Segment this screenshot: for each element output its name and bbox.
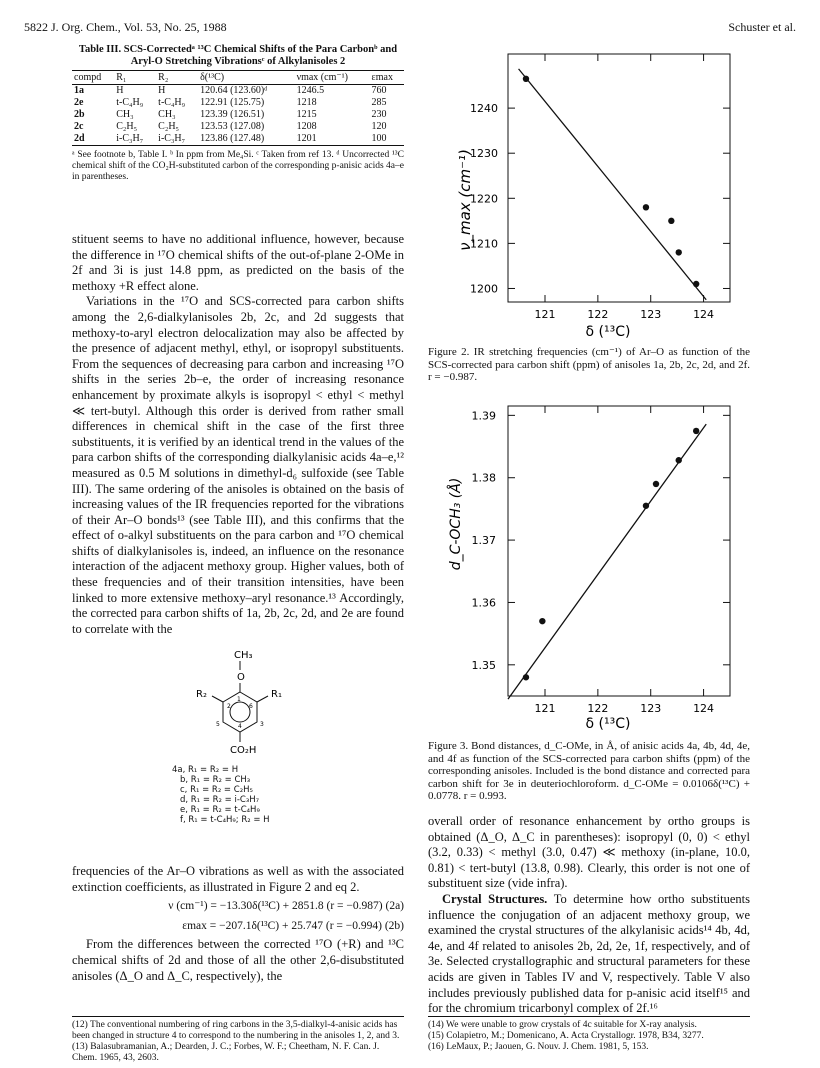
left-body-text [72, 232, 404, 637]
table-cell: 1201 [295, 133, 370, 146]
y-tick-label: 1.35 [471, 658, 496, 672]
paragraph: Variations in the ¹⁷O and SCS-corrected para carbon shifts among the 2,6-dialkylanisoles 2b, 2c, and 2d suggests that methoxy-to-aryl electron delocalization may also be affected by the presence of adjacent methyl, ethyl, or isopropyl substituents. From the sequences of decreasing para carbon and increasing ¹⁷O shifts in the series 2b–e, the order of increasing resonance enhancement by proximate alkyls is isopropyl < ethyl < methyl ≪ tert-butyl. Although this order is derived from rather small differences in chemical shift in the case of the first three substituents, it is verified by an identical trend in the values of the para carbon shifts of the corresponding dialkylanisic acids 4a–e,¹² measured as 0.5 M solutions in dimethyl-d₆ sulfoxide (see Table III). The same ordering of the anisoles is obtained on the basis of increasing values of the IR frequencies reported for the vibrations of their Ar–O bonds¹³ (see Table III), and this confirms that the effect of o-alkyl substituents on the para carbon and ¹⁷O chemical shifts of dialkylanisoles is, indeed, an influence on the resonance interaction of the adjacent methoxy group. Higher values, both of these frequencies and of their transition intensities, have been linked to more extensive methoxy–aryl resonance.¹³ Accordingly, the corrected para carbon shifts of 1a, 2b, 2c, 2d, and 2e are found to correlate with the [72, 294, 404, 636]
y-tick-label: 1220 [470, 192, 498, 206]
ring-number: 5 [216, 721, 220, 728]
paragraph: From the differences between the corrected ¹⁷O (+R) and ¹³C chemical shifts of 2d and those of all the other 2,6-disubstituted anisoles (Δ_O and Δ_C, respectively), the [72, 937, 404, 983]
table-cell: 122.91 (125.75) [200, 97, 265, 108]
figure-2-chart [424, 40, 754, 340]
y-tick-label: 1240 [470, 102, 498, 116]
figure-2-caption: Figure 2. IR stretching frequencies (cm⁻¹) of Ar–O as function of the SCS-corrected para carbon shift (ppm) of anisoles 1a, 2b, 2c, 2d, and 2f. r = −0.987. [428, 346, 750, 383]
table-cell: CH₃ [116, 109, 134, 120]
data-point [523, 76, 529, 82]
data-point [676, 249, 682, 255]
table-cell: 1208 [296, 121, 317, 132]
table-iii [72, 44, 404, 183]
table-row [72, 97, 404, 109]
table-cell: C₂H₅ [116, 121, 138, 132]
table-header: δ(¹³C) [198, 71, 294, 85]
table-cell: 123.86 (127.48) [198, 133, 294, 146]
ring-number: 2 [227, 703, 231, 710]
table-cell: 123.53 (127.08) [200, 121, 265, 132]
y-tick-label: 1210 [470, 237, 498, 251]
bond [257, 696, 268, 702]
table-cell: 2c [74, 121, 84, 132]
table-cell: 1218 [296, 97, 317, 108]
table-row [72, 121, 404, 133]
legend-item: 4a, R₁ = R₂ = H [172, 765, 239, 775]
data-point [643, 204, 649, 210]
structure-legend [172, 765, 310, 825]
fit-line [519, 69, 707, 300]
table-cell: 1a [74, 85, 84, 96]
table-cell: 123.39 (126.51) [200, 109, 265, 120]
x-axis-label: δ (¹³C) [585, 324, 631, 340]
y-tick-label: 1230 [470, 147, 498, 161]
footnote: (13) Balasubramanian, A.; Dearden, J. C.; Forbes, W. F.; Cheetham, N. F. Can. J. Chem. 1965, 43, 2603. [72, 1042, 380, 1063]
table-header-row [72, 71, 404, 85]
structure-4 [170, 648, 310, 825]
data-point [668, 218, 674, 224]
equation-2a: ν (cm⁻¹) = −13.30δ(¹³C) + 2851.8 (r = −0.987) (2a) [168, 900, 404, 913]
running-header: 5822 J. Org. Chem., Vol. 53, No. 25, 1988 [24, 20, 227, 34]
table-cell: 2b [74, 109, 85, 120]
x-tick-label: 121 [534, 308, 556, 321]
table-cell: 2d [72, 133, 114, 146]
y-tick-label: 1200 [470, 282, 498, 296]
footnote: (15) Colapietro, M.; Domenicano, A. Acta Crystallogr. 1978, B34, 3277. [428, 1031, 704, 1041]
right-body-text [428, 814, 750, 1017]
ring-number: 1 [237, 696, 241, 703]
table-footnote: ᵃ See footnote b, Table I. ᵇ In ppm from Me₄Si. ᶜ Taken from ref 13. ᵈ Uncorrected ¹³C chemical shift of the CO₂H-substituted carbon of the corresponding p-anisic acids 4a–e in parentheses. [72, 150, 404, 182]
left-footnotes [72, 1016, 404, 1064]
table-cell: i-C₃H₇ [156, 133, 198, 146]
table-cell: i-C₃H₇ [114, 133, 156, 146]
figure-3-caption: Figure 3. Bond distances, d_C-OMe, in Å, of anisic acids 4a, 4b, 4d, 4e, and 4f as function of the SCS-corrected para carbon shifts (ppm) of the corresponding anisoles. Included is the bond distance and corrected para carbon shift for 3e in deuteriochloroform. d_C-OMe = 0.0106δ(¹³C) + 0.0778. r = 0.993. [428, 740, 750, 802]
x-tick-label: 124 [693, 702, 715, 715]
table-header: εmax [370, 71, 404, 85]
footnote: (12) The conventional numbering of ring carbons in the 3,5-dialkyl-4-anisic acids has been changed in structure 4 to correspond to the numbering in the anisoles 1, 2, and 3. [72, 1020, 400, 1041]
table-grid [72, 70, 404, 146]
table-cell: H [158, 85, 166, 96]
right-footnotes [428, 1016, 750, 1053]
structure-drawing [170, 648, 310, 760]
footnote: (14) We were unable to grow crystals of 4c suitable for X-ray analysis. [428, 1020, 697, 1030]
equation-2b: εmax = −207.1δ(¹³C) + 25.747 (r = −0.994) (2b) [182, 919, 404, 932]
paragraph: overall order of resonance enhancement by ortho groups is obtained (Δ_O, Δ_C in parentheses): isopropyl (0, 0) < ethyl (3.2, 0.33) < methyl (3.0, 0.47) ≪ methoxy (in-plane, 10.0, 0.81) < tert-butyl (13.8, 0.98). Clearly, this order is not one of substituent size (vide infra). [428, 814, 750, 891]
data-point [693, 281, 699, 287]
data-point [676, 457, 682, 463]
data-point [653, 481, 659, 487]
table-cell: 120 [371, 121, 387, 132]
carboxyl-label: CO₂H [230, 745, 257, 756]
table-cell: 100 [370, 133, 404, 146]
table-cell: 2e [74, 97, 84, 108]
r1-label: R₁ [271, 689, 282, 700]
table-cell: 230 [371, 109, 387, 120]
data-point [693, 428, 699, 434]
section-heading: Crystal Structures. [442, 891, 548, 906]
data-point [643, 503, 649, 509]
x-tick-label: 123 [640, 308, 662, 321]
table-row [72, 109, 404, 121]
table-header: R₁ [114, 71, 156, 85]
x-tick-label: 124 [693, 308, 715, 321]
x-tick-label: 121 [534, 702, 556, 715]
methyl-label: CH₃ [234, 650, 253, 661]
y-axis-label: d_C-OCH₃ (Å) [448, 477, 464, 571]
ring-number: 3 [260, 721, 264, 728]
legend-item: b, R₁ = R₂ = CH₃ [180, 775, 251, 785]
ring-number: 6 [249, 703, 253, 710]
x-tick-label: 122 [587, 308, 609, 321]
x-tick-label: 123 [640, 702, 662, 715]
table-cell: 285 [371, 97, 387, 108]
table-header: νmax (cm⁻¹) [295, 71, 370, 85]
paragraph: stituent seems to have no additional influence, however, because the difference in ¹⁷O chemical shifts of the out-of-plane 2-OMe in 2f and 3i is just 14.8 ppm, as predicted on the basis of the methoxy +R effect alone. [72, 232, 404, 293]
legend-item: d, R₁ = R₂ = i-C₃H₇ [180, 795, 260, 805]
table-title: Table III. SCS-Correctedᵃ ¹³C Chemical Shifts of the Para Carbonᵇ and Aryl-O Stretching Vibrationsᶜ of Alkylanisoles 2 [78, 44, 398, 67]
table-cell: t-C₄H₉ [116, 97, 144, 108]
ring-number: 4 [238, 723, 242, 730]
table-header: compd [72, 71, 114, 85]
y-tick-label: 1.36 [471, 596, 496, 610]
table-cell: 760 [371, 85, 387, 96]
data-point [523, 674, 529, 680]
y-axis-label: ν_max (cm⁻¹) [456, 149, 474, 251]
y-tick-label: 1.37 [471, 534, 496, 548]
fit-line [508, 424, 706, 699]
y-tick-label: 1.38 [471, 471, 496, 485]
aromatic-circle [230, 702, 250, 722]
plot-frame [508, 54, 730, 302]
r2-label: R₂ [196, 689, 207, 700]
left-body-text-2 [72, 864, 404, 984]
x-axis-label: δ (¹³C) [585, 716, 631, 732]
bond [212, 696, 223, 702]
data-point [539, 618, 545, 624]
table-row [72, 85, 404, 98]
x-tick-label: 122 [587, 702, 609, 715]
footnote: (16) LeMaux, P.; Jaouen, G. Nouv. J. Chem. 1981, 5, 153. [428, 1042, 649, 1052]
figure-3-chart [424, 392, 754, 732]
legend-item: f, R₁ = t-C₄H₉; R₂ = H [180, 815, 270, 825]
oxygen-label: O [237, 672, 245, 683]
paragraph: To determine how ortho substituents influence the conjugation of an adjacent methoxy group, we examined the crystal structures of the alkylanisic acids¹⁴ 4b, 4d, 4e, and 4f related to anisoles 2b, 2d, 2e, 1f, respectively, and of 3e. Selected crystallographic and structural parameters for these acids are given in Tables IV and V, respectively. Table V also includes previously published data for p-anisic acid itself¹⁵ and for the chromium tricarbonyl complex of 2f.¹⁶ [428, 891, 750, 1016]
paragraph: frequencies of the Ar–O vibrations as well as with the associated extinction coefficients, as illustrated in Figure 2 and eq 2. [72, 864, 404, 894]
table-cell: H [116, 85, 124, 96]
table-cell: 1215 [296, 109, 317, 120]
table-cell: CH₃ [158, 109, 176, 120]
table-cell: t-C₄H₉ [158, 97, 186, 108]
table-cell: 120.64 (123.60)ᵈ [200, 85, 268, 96]
table-row [72, 133, 404, 146]
table-header: R₂ [156, 71, 198, 85]
legend-item: e, R₁ = R₂ = t-C₄H₉ [180, 805, 260, 815]
legend-item: c, R₁ = R₂ = C₂H₅ [180, 785, 253, 795]
table-cell: C₂H₅ [158, 121, 180, 132]
author-header: Schuster et al. [728, 20, 796, 34]
y-tick-label: 1.39 [471, 409, 496, 423]
table-cell: 1246.5 [296, 85, 325, 96]
